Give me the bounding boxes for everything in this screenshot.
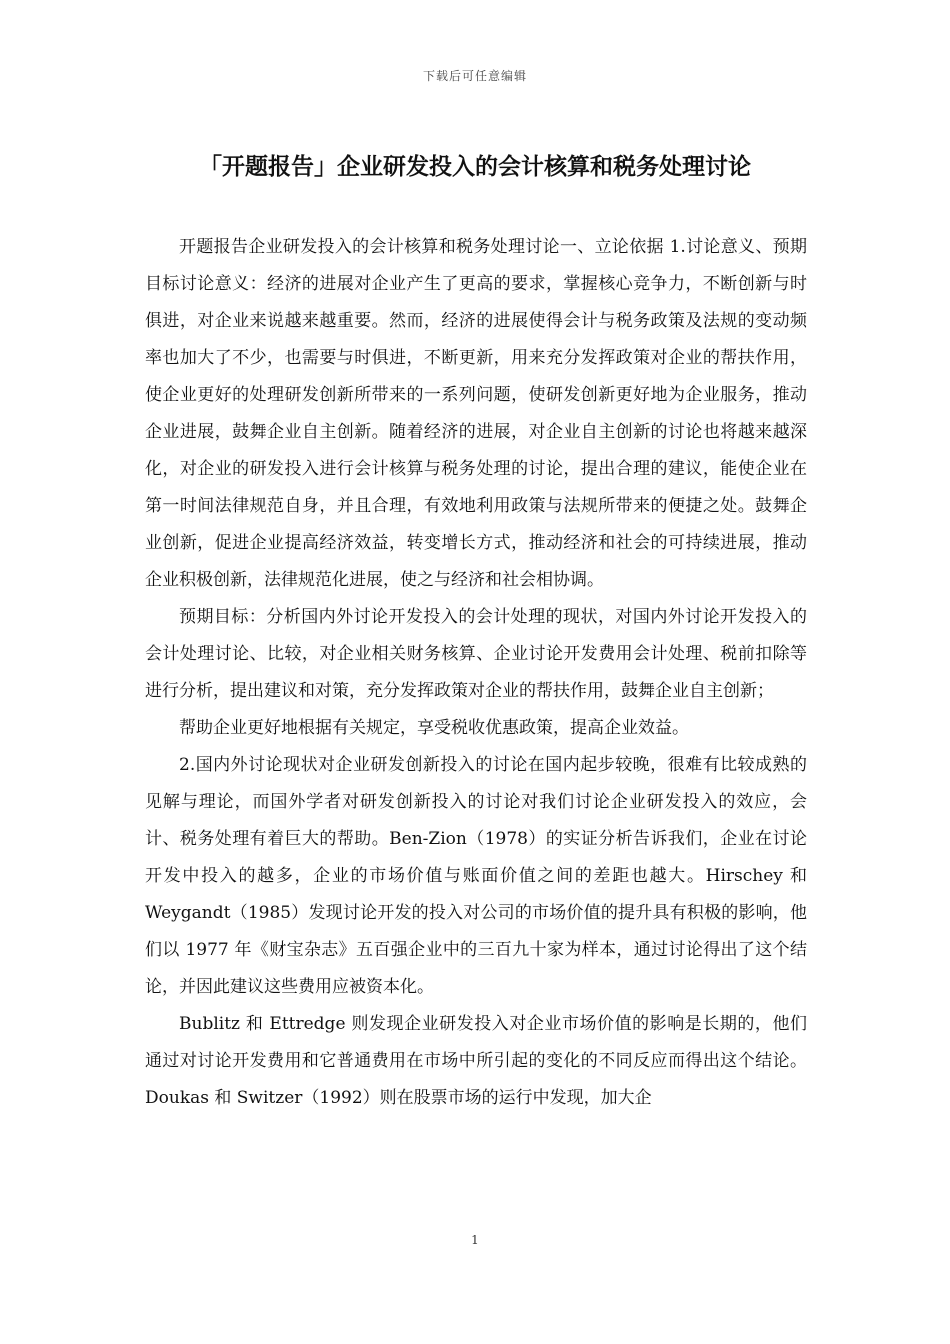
paragraph-foreign-studies: Bublitz 和 Ettredge 则发现企业研发投入对企业市场价值的影响是长期的，他们通过对讨论开发费用和它普通费用在市场中所引起的变化的不同反应而得出这个结论。Doukas 和 Switzer（1992）则在股票市场的运行中发现，加大企: [145, 1014, 807, 1108]
page-number: 1: [471, 1233, 479, 1247]
document-body: [145, 229, 807, 1117]
document-title: 「开题报告」企业研发投入的会计核算和税务处理讨论: [199, 154, 751, 180]
paragraph-expected-goals: 预期目标：分析国内外讨论开发投入的会计处理的现状，对国内外讨论开发投入的会计处理讨论、比较，对企业相关财务核算、企业讨论开发费用会计处理、税前扣除等进行分析，提出建议和对策，充分发挥政策对企业的帮扶作用，鼓舞企业自主创新；: [145, 607, 807, 701]
paragraph-research-significance: 开题报告企业研发投入的会计核算和税务处理讨论一、立论依据 1.讨论意义、预期目标讨论意义：经济的进展对企业产生了更高的要求，掌握核心竞争力，不断创新与时俱进，对企业来说越来越重要。然而，经济的进展使得会计与税务政策及法规的变动频率也加大了不少，也需要与时俱进，不断更新，用来充分发挥政策对企业的帮扶作用，使企业更好的处理研发创新所带来的一系列问题，使研发创新更好地为企业服务，推动企业进展，鼓舞企业自主创新。随着经济的进展，对企业自主创新的讨论也将越来越深化，对企业的研发投入进行会计核算与税务处理的讨论，提出合理的建议，能使企业在第一时间法律规范自身，并且合理，有效地利用政策与法规所带来的便捷之处。鼓舞企业创新，促进企业提高经济效益，转变增长方式，推动经济和社会的可持续进展，推动企业积极创新，法律规范化进展，使之与经济和社会相协调。: [145, 237, 807, 590]
paragraph-tax-benefits: 帮助企业更好地根据有关规定，享受税收优惠政策，提高企业效益。: [179, 718, 689, 738]
paragraph-research-status: 2.国内外讨论现状对企业研发创新投入的讨论在国内起步较晚，很难有比较成熟的见解与理论，而国外学者对研发创新投入的讨论对我们讨论企业研发投入的效应，会计、税务处理有着巨大的帮助。Ben-Zion（1978）的实证分析告诉我们，企业在讨论开发中投入的越多，企业的市场价值与账面价值之间的差距也越大。Hirschey 和 Weygandt（1985）发现讨论开发的投入对公司的市场价值的提升具有积极的影响，他们以 1977 年《财宝杂志》五百强企业中的三百九十家为样本，通过讨论得出了这个结论，并因此建议这些费用应被资本化。: [145, 755, 807, 997]
page-header-note: 下载后可任意编辑: [422, 69, 527, 83]
